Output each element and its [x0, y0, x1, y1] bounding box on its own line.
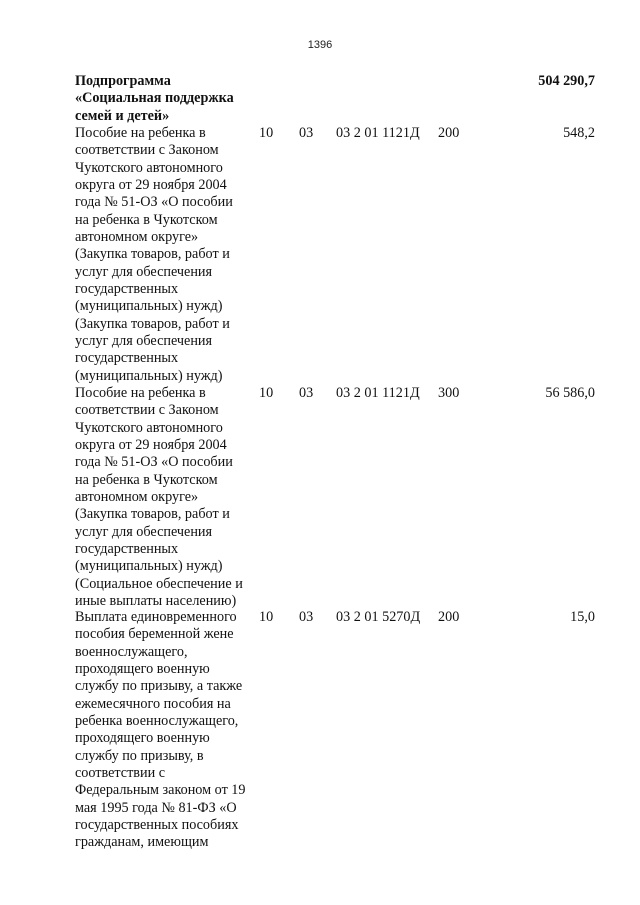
- row-target-article: 03 2 01 1121Д: [336, 125, 420, 141]
- row-target-article: 03 2 01 1121Д: [336, 385, 420, 401]
- row-amount: 548,2: [563, 125, 595, 141]
- row-section-code: 10: [259, 609, 274, 625]
- row-name: Выплата единовременного пособия беременной жене военнослужащего, проходящего военную службу по призыву, а также ежемесячного пособия на ребенка военнослужащего, проходящего военную службу по призыву, в соответствии с Федеральным законом от 19 мая 1995 года № 81-ФЗ «О государственных пособиях гражданам, имеющим: [75, 609, 246, 851]
- row-subsection-code: 03: [299, 385, 314, 401]
- page-number: 1396: [307, 39, 333, 51]
- row-name: Пособие на ребенка в соответствии с Законом Чукотского автономного округа от 29 ноября 2004 года № 51-ОЗ «О пособии на ребенка в Чукотском автономном округе» (Закупка товаров, работ и услуг для обеспечения государственных (муниципальных) нужд) (Социальное обеспечение и иные выплаты населению): [75, 385, 243, 610]
- row-name: Пособие на ребенка в соответствии с Законом Чукотского автономного округа от 29 ноября 2004 года № 51-ОЗ «О пособии на ребенка в Чукотском автономном округе» (Закупка товаров, работ и услуг для обеспечения государственных (муниципальных) нужд) (Закупка товаров, работ и услуг для обеспечения государственных (муниципальных) нужд): [75, 125, 233, 384]
- row-amount: 56 586,0: [545, 385, 595, 401]
- row-name: Подпрограмма «Социальная поддержка семей и детей»: [75, 73, 234, 124]
- row-amount: 15,0: [570, 609, 595, 625]
- row-expense-type: 200: [438, 125, 460, 141]
- row-target-article: 03 2 01 5270Д: [336, 609, 421, 625]
- row-expense-type: 300: [438, 385, 460, 401]
- row-subsection-code: 03: [299, 609, 314, 625]
- row-section-code: 10: [259, 125, 274, 141]
- row-amount: 504 290,7: [538, 73, 595, 89]
- row-section-code: 10: [259, 385, 274, 401]
- row-subsection-code: 03: [299, 125, 314, 141]
- row-expense-type: 200: [438, 609, 460, 625]
